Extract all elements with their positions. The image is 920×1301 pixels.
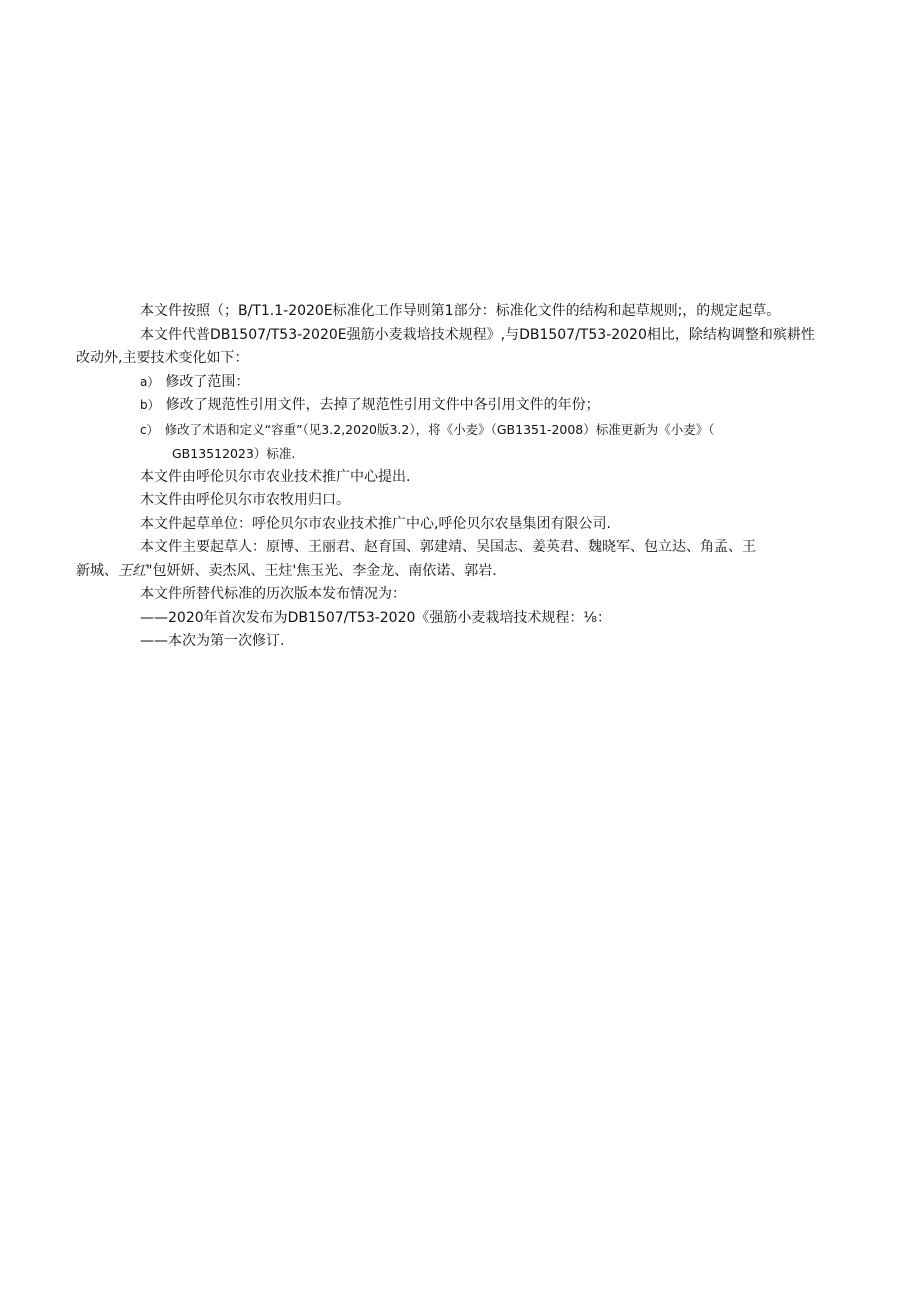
paragraph-text: 木文件由呼伦贝尔市农牧用归口。 [140,492,350,508]
paragraph-text-line2: 改动外,主要技术变化如下： [76,350,249,366]
history-item-revision [108,630,834,654]
paragraph-text: 本文件起草单位：呼伦贝尔市农业技术推广中心,呼伦贝尔农垦集团有限公司. [140,515,611,532]
paragraph-proposer [108,466,834,490]
paragraph-text-italic: 王红 [118,562,146,579]
paragraph-text: 本文件由呼伦贝尔市农业技术推广中心提出. [140,468,411,485]
paragraph-text: 本文件按照（；B/T1.1-2020E标准化工作导则第1部分：标准化文件的结构和起草规则;，的规定起草。 [140,303,781,319]
paragraph-text-line2-end: "包妍妍、卖杰风、王炷'焦玉光、李金龙、南依诺、郭岩. [146,562,497,579]
history-text: ——2020年首次发布为DB1507/T53-2020《强筋小麦栽培技术规程：⅛： [140,609,611,626]
history-text: ——本次为第一次修订. [140,633,285,649]
paragraph-text: 本文件所替代标准的历次版本发布情况为： [140,586,406,602]
list-item-text-line2: GB13512023）标准. [172,446,296,461]
history-item-first [108,607,834,631]
paragraph-drafters [76,536,834,583]
list-item-b [108,394,834,418]
foreword-body [76,300,834,654]
list-item-text: 修改了范围： [165,373,250,390]
list-item-a [108,371,834,395]
paragraph-text-line2-start: 新城、 [76,562,118,579]
list-marker: c） [140,422,159,437]
list-item-c [108,418,834,466]
paragraph-centralized [108,489,834,513]
paragraph-drafting-basis [108,300,834,324]
list-marker: a） [140,374,160,389]
paragraph-drafting-units [108,513,834,537]
list-marker: b） [140,398,160,412]
list-item-text: 修改了规范性引用文件，去掉了规范性引用文件中各引用文件的年份； [165,397,600,413]
paragraph-text-line1: 本文件主要起草人：原博、王丽君、赵育国、郭建靖、吴国志、姜英君、魏晓军、包立达、角孟、王 [140,539,756,555]
paragraph-history [108,583,834,607]
paragraph-replacement [76,324,834,371]
list-item-text-line1: 修改了术语和定义“容重”（见3.2,2020版3.2），将《小麦》（GB1351-2008）标准更新为《小麦》（ [164,421,715,437]
paragraph-text-line1: 本文件代普DB1507/T53-2020E强筋小麦栽培技术规程》,与DB1507/T53-2020相比，除结构调整和殡耕性 [140,326,815,343]
